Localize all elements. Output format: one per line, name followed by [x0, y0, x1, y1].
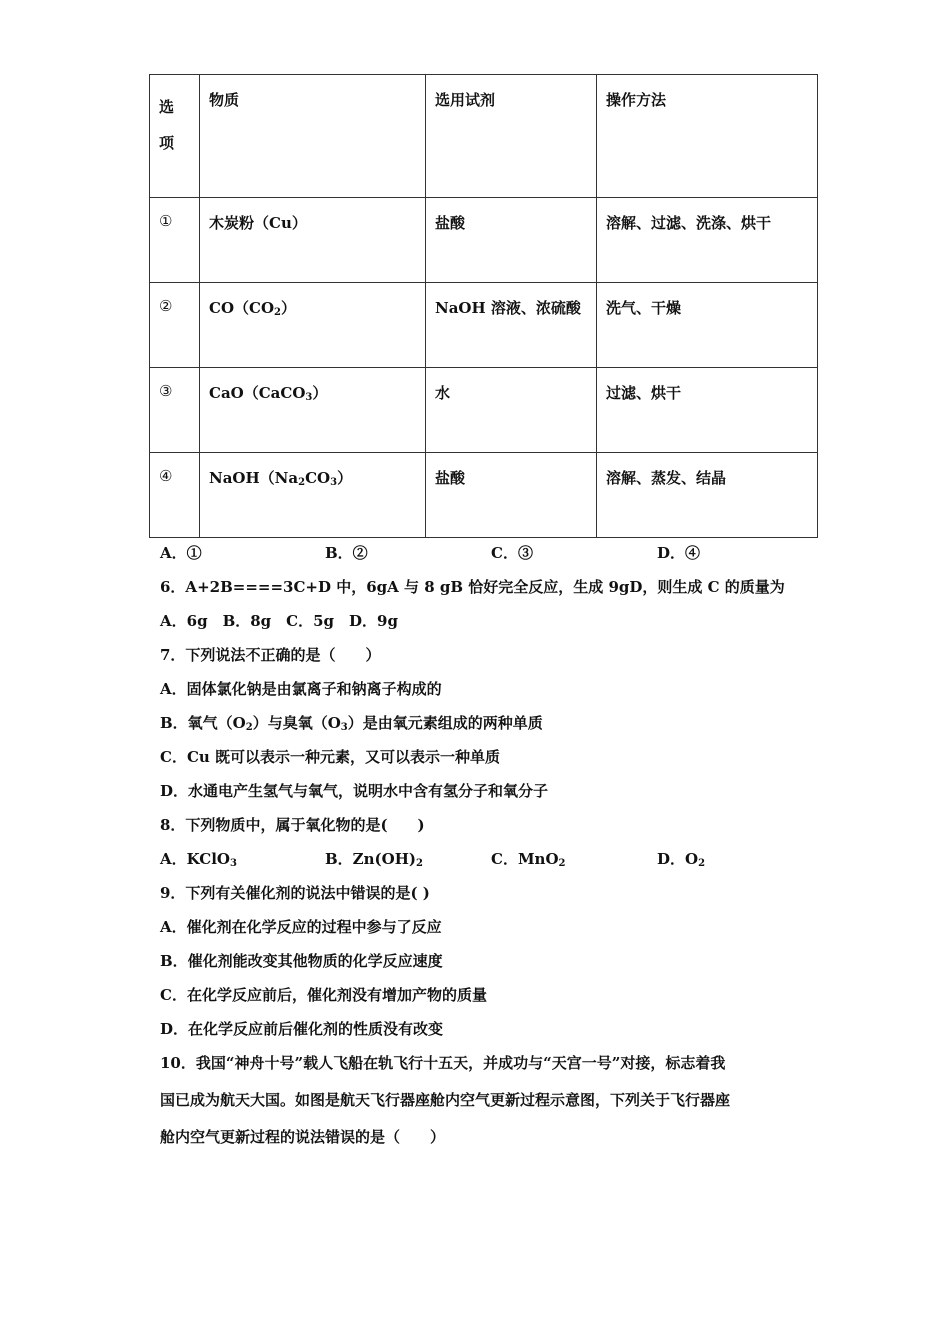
q10-line-1: 10．我国“神舟十号”载人飞船在轨飞行十五天，并成功与“天宫一号”对接，标志着我: [160, 1054, 726, 1072]
q6-stem: 6．A+2B====3C+D 中，6gA 与 8 gB 恰好完全反应，生成 9gD，则生成 C 的质量为: [160, 578, 785, 596]
q9-stem: 9．下列有关催化剂的说法中错误的是( ): [160, 884, 430, 902]
q7-option-c: C．Cu 既可以表示一种元素，又可以表示一种单质: [160, 748, 501, 766]
row-number: ②: [150, 283, 200, 368]
header-option: 选 项: [150, 75, 200, 198]
table-row: [150, 198, 818, 283]
q10-line-2: 国已成为航天大国。如图是航天飞行器座舱内空气更新过程示意图，下列关于飞行器座: [160, 1091, 731, 1109]
q5-option-c: C．③: [491, 544, 533, 562]
row-substance: 木炭粉（Cu）: [200, 198, 426, 283]
row-method: 过滤、烘干: [597, 368, 818, 453]
header-substance: 物质: [200, 75, 426, 198]
q5-option-b: B．②: [325, 544, 368, 562]
q8-option-a: A．KClO$_3$: [160, 850, 237, 869]
row-method: 溶解、过滤、洗涤、烘干: [597, 198, 818, 283]
row-method: 洗气、干燥: [597, 283, 818, 368]
q10-line-3: 舱内空气更新过程的说法错误的是（ ）: [160, 1128, 446, 1146]
header-method: 操作方法: [597, 75, 818, 198]
q8-option-d: D．$O_2$: [657, 850, 706, 869]
q9-option-b: B．催化剂能改变其他物质的化学反应速度: [160, 952, 443, 970]
q7-option-d: D．水通电产生氢气与氧气，说明水中含有氢分子和氧分子: [160, 782, 549, 800]
row-substance: $CO(CO_2)$: [200, 283, 426, 368]
table-header-row: [150, 75, 818, 198]
q6-options: A．6g B．8g C．5g D．9g: [160, 612, 398, 630]
q9-option-c: C．在化学反应前后，催化剂没有增加产物的质量: [160, 986, 487, 1004]
q9-option-a: A．催化剂在化学反应的过程中参与了反应: [160, 918, 442, 936]
q8-stem: 8．下列物质中，属于氧化物的是( ): [160, 816, 425, 834]
table-row: [150, 368, 818, 453]
row-number: ③: [150, 368, 200, 453]
reagent-table: [149, 74, 818, 538]
row-method: 溶解、蒸发、结晶: [597, 453, 818, 538]
row-reagent: 盐酸: [426, 453, 597, 538]
q8-option-c: C．MnO$_2$: [491, 850, 566, 869]
row-reagent: NaOH 溶液、浓硫酸: [426, 283, 597, 368]
table-row: [150, 453, 818, 538]
table-row: [150, 283, 818, 368]
q7-stem: 7．下列说法不正确的是（ ）: [160, 646, 381, 664]
q8-option-b: B．$Zn(OH)_2$: [325, 850, 423, 869]
q5-option-d: D．④: [657, 544, 701, 562]
q9-option-d: D．在化学反应前后催化剂的性质没有改变: [160, 1020, 444, 1038]
row-number: ④: [150, 453, 200, 538]
row-number: ①: [150, 198, 200, 283]
row-reagent: 盐酸: [426, 198, 597, 283]
row-reagent: 水: [426, 368, 597, 453]
q7-option-a: A．固体氯化钠是由氯离子和钠离子构成的: [160, 680, 442, 698]
q7-option-b: B．氧气$(O_2)$与臭氧$(O_3)$是由氧元素组成的两种单质: [160, 714, 543, 733]
row-substance: CaO（CaCO$_3$）: [200, 368, 426, 453]
header-reagent: 选用试剂: [426, 75, 597, 198]
q5-option-a: A．①: [160, 544, 202, 562]
row-substance: $NaOH(Na_2CO_3)$: [200, 453, 426, 538]
